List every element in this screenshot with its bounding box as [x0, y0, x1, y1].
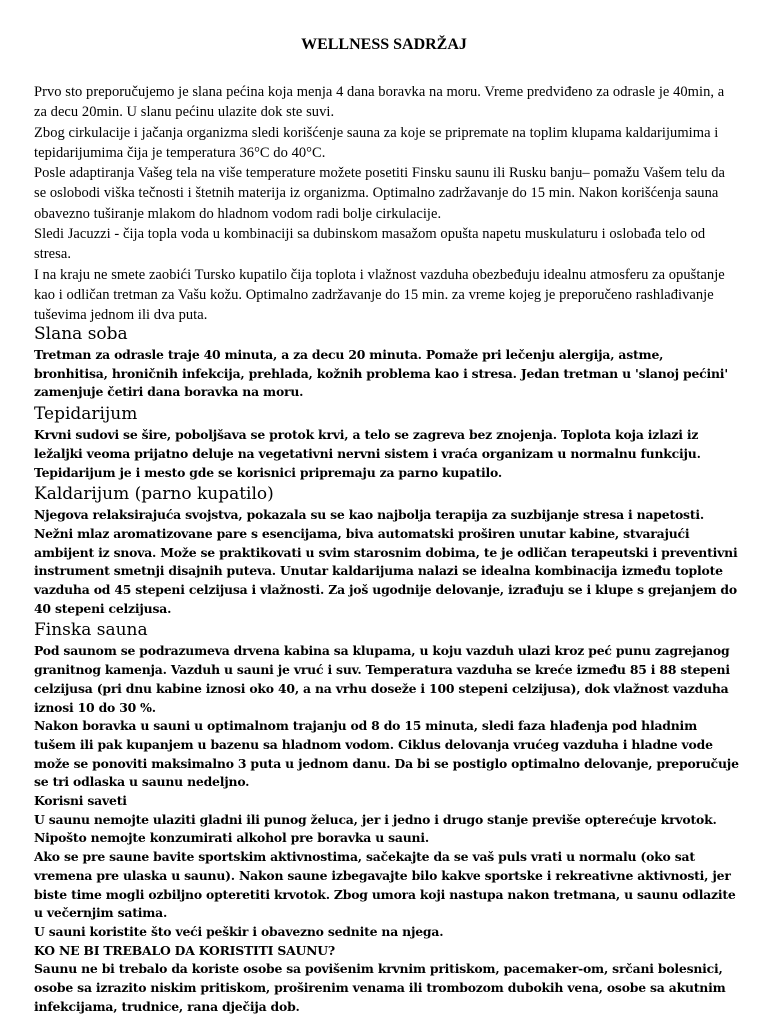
content-sections: [34, 322, 740, 1017]
intro-paragraph: I na kraju ne smete zaobići Tursko kupatilo čija toplota i vlažnost vazduha obezbeđuju idealnu atmosferu za opuštanje kao i odličan tretman za Vašu kožu. Optimalno zadržavanje do 15 min. za vreme kojeg je preporučeno rashlađivanje tuševima jednom ili dva puta.: [34, 266, 725, 324]
section-slana-soba: [34, 322, 740, 402]
section-heading: Tepidarijum: [34, 404, 138, 425]
section-paragraph: Nakon boravka u sauni u optimalnom trajanju od 8 do 15 minuta, sledi faza hlađenja pod hladnim tušem ili pak kupanjem u bazenu sa hladnom vodom. Ciklus delovanja vrućeg vazduha i hladne vode može se ponoviti maksimalno 3 puta u jednom danu. Da bi se postiglo optimalno delovanje, preporučuje se tri odlaska u saunu nedeljno.: [34, 718, 739, 790]
section-paragraph: Nipošto nemojte konzumirati alkohol pre boravka u sauni.: [34, 830, 429, 846]
intro-paragraph: Zbog cirkulacije i jačanja organizma sledi korišćenje sauna za koje se pripremate na toplim klupama kaldarijumima i tepidarijumima čija je temperatura 36°C do 40°C.: [34, 124, 719, 161]
section-paragraph: U sauni koristite što veći peškir i obavezno sednite na njega.: [34, 923, 444, 939]
subsection-heading: Korisni saveti: [34, 793, 127, 809]
section-heading: Finska sauna: [34, 620, 148, 641]
section-paragraph: U saunu nemojte ulaziti gladni ili punog želuca, jer i jedno i drugo stanje previše opterećuje krvotok.: [34, 811, 717, 827]
intro-paragraph: Prvo sto preporučujemo je slana pećina koja menja 4 dana boravka na moru. Vreme predviđeno za odrasle je 40min, a za decu 20min. U slanu pećinu ulazite dok ste suvi.: [34, 84, 725, 121]
intro-section: [34, 82, 740, 326]
subsection-heading: KO NE BI TREBALO DA KORISTITI SAUNU?: [34, 942, 335, 958]
section-paragraph: Pod saunom se podrazumeva drvena kabina sa klupama, u koju vazduh ulazi kroz peć punu zagrejanog granitnog kamenja. Vazduh u sauni je vruć i suv. Temperatura vazduha se kreće između 85 i 88 stepeni celzijusa (pri dnu kabine iznosi oko 40, a na vrhu doseže i 100 stepeni celzijusa), dok vlažnost vazduha iznosi 10 do 30 %.: [34, 643, 730, 715]
section-korisni-saveti: [34, 792, 740, 942]
section-paragraph: Njegova relaksirajuća svojstva, pokazala su se kao najbolja terapija za suzbijanje stresa i napetosti. Nežni mlaz aromatizovane pare s esencijama, biva automatski proširen unutar kabine, stvarajući ambijent iz snova. Može se praktikovati u svim starosnim dobima, te je odličan terapeutski i preventivni instrument smetnji disajnih puteva. Unutar kaldarijuma nalazi se idealna kombinacija između toplote vazduha od 45 stepeni celzijusa i vlažnosti. Za još ugodnije delovanje, izrađuju se i klupe s grejanjem do 40 stepeni celzijusa.: [34, 507, 738, 616]
section-heading: Kaldarijum (parno kupatilo): [34, 484, 274, 505]
section-paragraph: Krvni sudovi se šire, poboljšava se protok krvi, a telo se zagreva bez znojenja. Toplota koja izlazi iz ležaljki veoma prijatno deluje na vegetativni nervni sistem i vraća organizam u normalnu funkciju.: [34, 427, 701, 461]
section-heading: Slana soba: [34, 324, 128, 344]
section-paragraph: Tepidarijum je i mesto gde se korisnici pripremaju za parno kupatilo.: [34, 464, 502, 480]
section-kaldarijum: [34, 482, 740, 618]
section-paragraph: Tretman za odrasle traje 40 minuta, a za decu 20 minuta. Pomaže pri lečenju alergija, astme, bronhitisa, hroničnih infekcija, prehlada, kožnih problema kao i stresa. Jedan tretman u 'slanoj pećini' zamenjuje četiri dana boravka na moru.: [34, 347, 728, 400]
section-tepidarijum: [34, 402, 740, 482]
section-paragraph: Ako se pre saune bavite sportskim aktivnostima, sačekajte da se vaš puls vrati u normalu (oko sat vremena pre ulaska u saunu). Nakon saune izbegavajte bilo kakve sportske i rekreativne aktivnosti, jer biste time mogli ozbiljno opteretiti krvotok. Zbog umora koji nastupa nakon tretmana, u saunu odlazite u večernjim satima.: [34, 849, 736, 921]
intro-paragraph: Sledi Jacuzzi - čija topla voda u kombinaciji sa dubinskom masažom opušta napetu muskulaturu i oslobađa telo od stresa.: [34, 226, 706, 263]
section-paragraph: Saunu ne bi trebalo da koriste osobe sa povišenim krvnim pritiskom, pacemaker-om, srčani bolesnici, osobe sa izrazito niskim pritiskom, proširenim venama ili trombozom dubokih vena, osobe sa akutnim infekcijama, trudnice, rana dječija dob.: [34, 961, 726, 1014]
intro-paragraph: Posle adaptiranja Vašeg tela na više temperature možete posetiti Finsku saunu ili Rusku banju– pomažu Vašem telu da se oslobodi viška tečnosti i štetnih materija iz organizma. Optimalno zadržavanje do 15 min. Nakon korišćenja sauna obavezno tuširanje mlakom do hladnom vodom radi bolje cirkulacije.: [34, 165, 725, 222]
section-finska-sauna: [34, 618, 740, 792]
section-ko-ne: [34, 942, 740, 1017]
page-title: WELLNESS SADRŽAJ: [301, 36, 467, 53]
